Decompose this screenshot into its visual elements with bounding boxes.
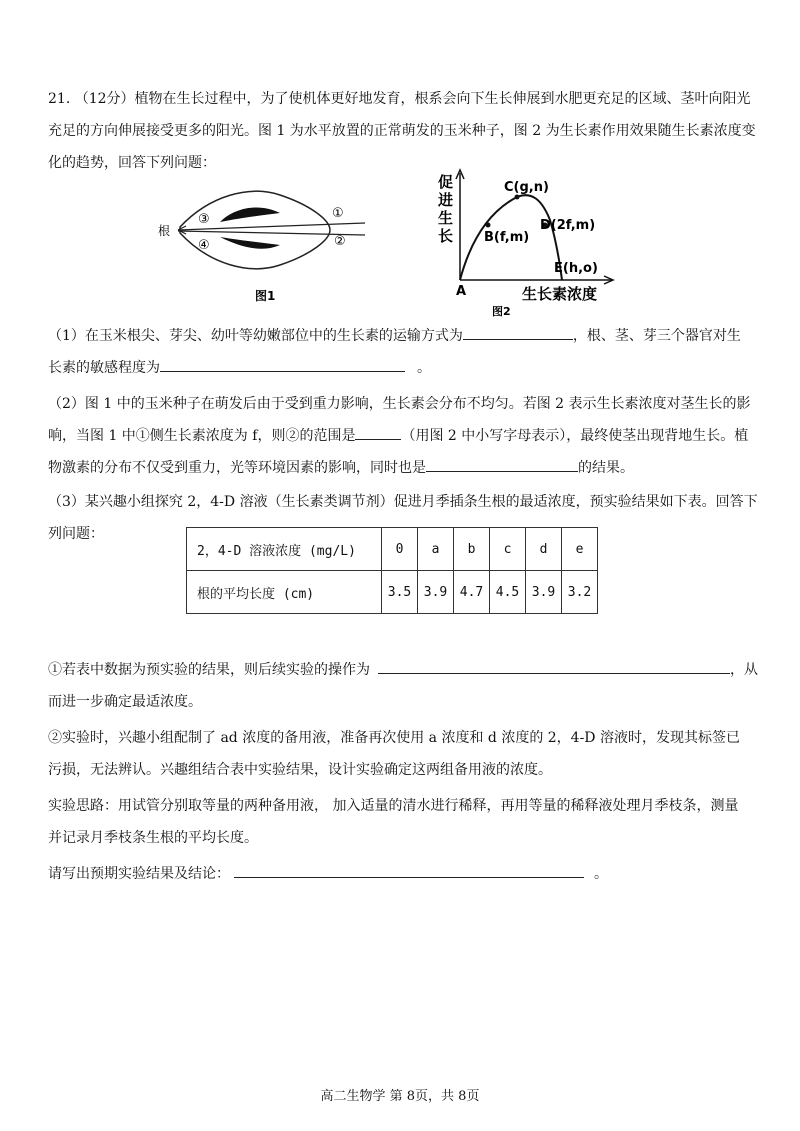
- root-label: 根: [158, 224, 171, 238]
- point-e-label: E(h,o): [554, 261, 598, 276]
- q2-line-4: 并记录月季枝条生根的平均长度。: [48, 830, 258, 846]
- table-cell: 3.5: [382, 571, 418, 614]
- q1-line-2: 而进一步确定最适浓度。: [48, 694, 202, 710]
- answer-blank-1[interactable]: [463, 325, 573, 340]
- question-line-2: 充足的方向伸展接受更多的阳光。图 1 为水平放置的正常萌发的玉米种子，图 2 为生长素作用效果随生长素浓度变: [48, 123, 756, 139]
- figure-1-seed-diagram: [150, 185, 380, 305]
- lower-endosperm-shape: [220, 237, 280, 249]
- question-line-3: 化的趋势，回答下列问题：: [48, 155, 216, 171]
- part-2-text-d: 的结果。: [578, 460, 634, 476]
- point-a-label: A: [456, 284, 467, 299]
- part-2-text-c: 物激素的分布不仅受到重力，光等环境因素的影响，同时也是: [48, 460, 426, 476]
- part-2-line-3: [48, 457, 634, 477]
- y-label-char-2: 进: [438, 191, 454, 209]
- point-d-label: D(2f,m): [540, 218, 596, 233]
- marker-3: ③: [198, 212, 210, 227]
- part-3-line-2: 列问题：: [48, 526, 104, 542]
- q1-text-a: ①若表中数据为预实验的结果，则后续实验的操作为: [48, 662, 370, 678]
- figure-2-growth-chart: [432, 165, 622, 320]
- q2-text-a: 请写出预期实验结果及结论：: [48, 866, 230, 882]
- table-cell: 4.5: [490, 571, 526, 614]
- part-3-line-1: （3）某兴趣小组探究 2，4-D 溶液（生长素类调节剂）促进月季插条生根的最适浓度，预实验结果如下表。回答下: [48, 494, 758, 510]
- part-1-text-a: （1）在玉米根尖、芽尖、幼叶等幼嫩部位中的生长素的运输方式为: [48, 328, 463, 344]
- part-1-text-c: 长素的敏感程度为: [48, 360, 160, 376]
- table-cell: a: [418, 528, 454, 571]
- point-c-label: C(g,n): [504, 180, 549, 195]
- seed-outline: [180, 191, 330, 268]
- table-row: [187, 528, 598, 571]
- q1-line-1: [48, 659, 758, 679]
- table-header-concentration: 2，4-D 溶液浓度 (mg/L): [187, 528, 382, 571]
- figure-2-caption: 图2: [492, 305, 511, 318]
- point-b-marker: [486, 223, 491, 228]
- table-cell: 3.2: [562, 571, 598, 614]
- part-1-line-2: [48, 357, 431, 377]
- question-line-1: 21. （12分）植物在生长过程中，为了使机体更好地发育，根系会向下生长伸展到水肥更充足的区域、茎叶向阳光: [48, 91, 751, 107]
- y-label-char-4: 长: [438, 227, 454, 245]
- upper-endosperm-shape: [220, 207, 280, 222]
- table-cell: c: [490, 528, 526, 571]
- q1-text-b: ，从: [730, 662, 758, 678]
- table-cell: e: [562, 528, 598, 571]
- y-label-char-3: 生: [438, 209, 454, 227]
- table-cell: 3.9: [418, 571, 454, 614]
- marker-1: ①: [332, 206, 344, 221]
- answer-blank-3[interactable]: [355, 425, 401, 440]
- results-table: [186, 527, 598, 614]
- part-2-line-2: [48, 425, 748, 445]
- q2-text-b: 。: [594, 866, 608, 882]
- part-1-text-d: 。: [417, 360, 431, 376]
- x-axis-label: 生长素浓度: [522, 285, 598, 303]
- table-header-root-length: 根的平均长度 (cm): [187, 571, 382, 614]
- part-1-text-b: ，根、茎、芽三个器官对生: [572, 328, 741, 344]
- part-1-line-1: [48, 325, 741, 345]
- table-row: [187, 571, 598, 614]
- table-cell: 3.9: [526, 571, 562, 614]
- y-label-char-1: 促: [438, 173, 454, 191]
- figure-1-caption: 图1: [255, 289, 276, 303]
- table-cell: d: [526, 528, 562, 571]
- q2-line-1: ②实验时，兴趣小组配制了 ad 浓度的备用液，准备再次使用 a 浓度和 d 浓度的 2，4-D 溶液时，发现其标签已: [48, 730, 740, 746]
- part-2-text-b: （用图 2 中小写字母表示），最终使茎出现背地生长。植: [401, 428, 749, 444]
- table-cell: b: [454, 528, 490, 571]
- marker-4: ④: [198, 238, 210, 253]
- marker-2: ②: [334, 234, 346, 249]
- q2-line-2: 污损，无法辨认。兴趣组结合表中实验结果，设计实验确定这两组备用液的浓度。: [48, 762, 552, 778]
- answer-blank-4[interactable]: [426, 457, 578, 472]
- answer-blank-5[interactable]: [378, 659, 730, 674]
- part-2-line-1: （2）图 1 中的玉米种子在萌发后由于受到重力影响，生长素会分布不均匀。若图 2 表示生长素浓度对茎生长的影: [48, 396, 751, 412]
- q2-line-3: 实验思路：用试管分别取等量的两种备用液， 加入适量的清水进行稀释，再用等量的稀释液处理月季枝条，测量: [48, 798, 739, 814]
- page-footer: 高二生物学 第 8页，共 8页: [320, 1089, 480, 1104]
- point-b-label: B(f,m): [484, 230, 530, 245]
- answer-blank-6[interactable]: [234, 863, 584, 878]
- part-2-text-a: 响，当图 1 中①侧生长素浓度为 f，则②的范围是: [48, 428, 356, 444]
- table-cell: 0: [382, 528, 418, 571]
- q2-line-5: [48, 863, 608, 883]
- answer-blank-2[interactable]: [160, 357, 405, 372]
- table-cell: 4.7: [454, 571, 490, 614]
- point-c-marker: [515, 195, 520, 200]
